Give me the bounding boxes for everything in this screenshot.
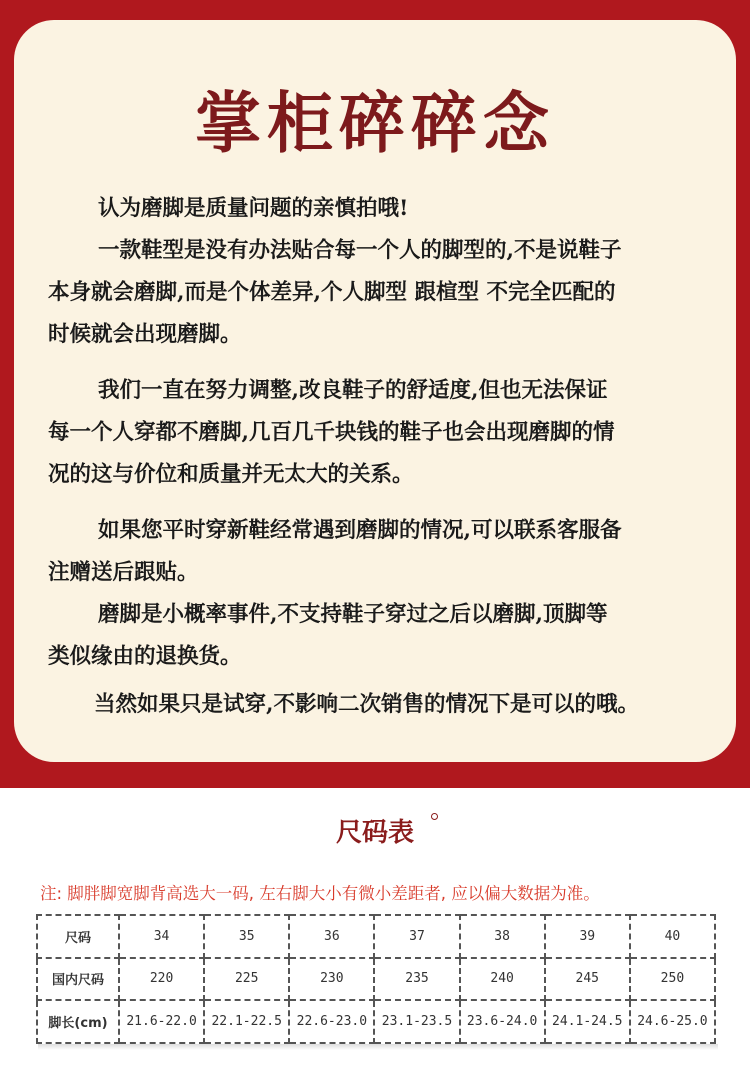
paragraph-5-line-1: 磨脚是小概率事件,不支持鞋子穿过之后以磨脚,顶脚等: [98, 602, 608, 627]
table-cell: 39: [545, 915, 630, 958]
paragraph-2-line-1: 一款鞋型是没有办法贴合每一个人的脚型的,不是说鞋子: [98, 238, 622, 263]
paragraph-4-line-2: 注赠送后跟贴。: [48, 560, 199, 585]
table-cell: 36: [289, 915, 374, 958]
table-cell: 230: [289, 958, 374, 1001]
size-note: 注: 脚胖脚宽脚背高选大一码, 左右脚大小有微小差距者, 应以偏大数据为准。: [40, 884, 600, 903]
size-table: [36, 914, 716, 1044]
paragraph-4-line-1: 如果您平时穿新鞋经常遇到磨脚的情况,可以联系客服备: [98, 518, 622, 543]
table-cell: 23.1-23.5: [374, 1000, 459, 1043]
row-label: 尺码: [37, 915, 119, 958]
table-cell: 24.6-25.0: [630, 1000, 715, 1043]
paragraph-3-line-2: 每一个人穿都不磨脚,几百几千块钱的鞋子也会出现磨脚的情: [48, 420, 615, 445]
table-cell: 38: [460, 915, 545, 958]
size-title-dot: [431, 813, 438, 820]
table-cell: 250: [630, 958, 715, 1001]
table-cell: 24.1-24.5: [545, 1000, 630, 1043]
table-cell: 34: [119, 915, 204, 958]
table-cell: 220: [119, 958, 204, 1001]
paragraph-3-line-1: 我们一直在努力调整,改良鞋子的舒适度,但也无法保证: [98, 378, 608, 403]
table-cell: 22.6-23.0: [289, 1000, 374, 1043]
table-cell: 21.6-22.0: [119, 1000, 204, 1043]
paragraph-6-line-1: 当然如果只是试穿,不影响二次销售的情况下是可以的哦。: [94, 692, 639, 717]
table-cell: 235: [374, 958, 459, 1001]
row-label: 国内尺码: [37, 958, 119, 1001]
paragraph-1-line-1: 认为磨脚是质量问题的亲慎拍哦!: [98, 196, 409, 221]
row-label: 脚长(cm): [37, 1000, 119, 1043]
table-cell: 240: [460, 958, 545, 1001]
paragraph-2-line-2: 本身就会磨脚,而是个体差异,个人脚型 跟楦型 不完全匹配的: [48, 280, 616, 305]
table-cell: 225: [204, 958, 289, 1001]
table-row: [37, 915, 715, 958]
table-cell: 23.6-24.0: [460, 1000, 545, 1043]
table-cell: 35: [204, 915, 289, 958]
page-title: 掌柜碎碎念: [195, 84, 555, 162]
table-cell: 245: [545, 958, 630, 1001]
table-cell: 37: [374, 915, 459, 958]
paragraph-5-line-2: 类似缘由的退换货。: [48, 644, 242, 669]
table-shadow: [38, 1044, 718, 1050]
table-row: [37, 1000, 715, 1043]
table-row: [37, 958, 715, 1001]
table-cell: 40: [630, 915, 715, 958]
size-chart-title: 尺码表: [335, 818, 414, 848]
paragraph-2-line-3: 时候就会出现磨脚。: [48, 322, 242, 347]
paragraph-3-line-3: 况的这与价位和质量并无太大的关系。: [48, 462, 414, 487]
table-cell: 22.1-22.5: [204, 1000, 289, 1043]
